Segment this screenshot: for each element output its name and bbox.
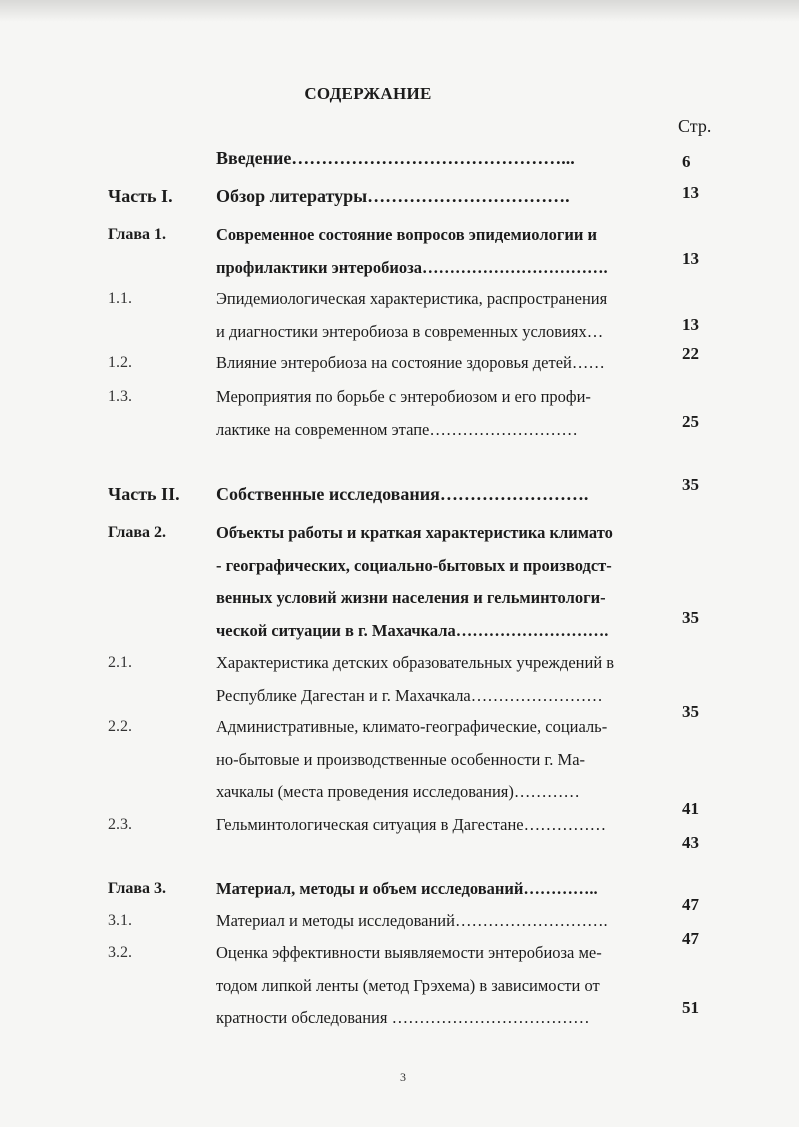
toc-entry-title: хачкалы (места проведения исследования)………… — [216, 782, 580, 801]
toc-entry-title: Материал и методы исследований………………………. — [216, 911, 608, 930]
toc-entry-title: Характеристика детских образовательных учреждений в — [216, 653, 615, 672]
toc-entry-title: Современное состояние вопросов эпидемиологии и — [216, 225, 597, 244]
toc-entry-title: Влияние энтеробиоза на состояние здоровья детей…… — [216, 353, 605, 372]
toc-entry-title: Оценка эффективности выявляемости энтеробиоза ме- — [216, 943, 602, 962]
toc-entry-title: и диагностики энтеробиоза в современных условиях… — [216, 321, 604, 341]
toc-entry-title: лактике на современном этапе……………………… — [216, 419, 578, 439]
toc-entry-label: 2.3. — [108, 816, 132, 833]
toc-entry-title: венных условий жизни населения и гельминтологи- — [216, 588, 606, 607]
toc-entry-title: Административные, климато-географические, социаль- — [216, 717, 608, 736]
toc-entry-title: Введение………………………………………... — [216, 148, 575, 168]
toc-entry-label: 2.2. — [108, 718, 132, 735]
toc-entry-label: Глава 1. — [108, 226, 166, 243]
toc-entry-page-number: 13 — [682, 249, 699, 268]
toc-entry-label: 3.1. — [108, 912, 132, 929]
toc-entry-title: - географических, социально-бытовых и производст- — [216, 555, 612, 575]
page-column-header: Стр. — [678, 116, 712, 136]
page-title: СОДЕРЖАНИЕ — [304, 84, 432, 103]
toc-entry-label: Часть I. — [108, 186, 173, 206]
toc-entry-title: кратности обследования ……………………………… — [216, 1008, 590, 1027]
toc-entry-label: 3.2. — [108, 944, 132, 961]
toc-entry-label: Глава 3. — [108, 880, 166, 897]
toc-entry-label: Глава 2. — [108, 524, 166, 541]
toc-entry-page-number: 22 — [682, 344, 699, 363]
toc-entry-page-number: 25 — [682, 412, 699, 431]
toc-entry-title: Собственные исследования……………………. — [216, 484, 589, 504]
toc-entry-title: тодом липкой ленты (метод Грэхема) в зависимости от — [216, 975, 600, 995]
toc-entry-page-number: 43 — [682, 833, 699, 852]
toc-entry-label: 2.1. — [108, 654, 132, 671]
toc-entry-label: 1.2. — [108, 354, 132, 371]
toc-entry-title: Объекты работы и краткая характеристика климато — [216, 523, 613, 542]
toc-entry-page-number: 35 — [682, 475, 699, 494]
toc-entry-page-number: 13 — [682, 315, 699, 334]
toc-entry-title: Республике Дагестан и г. Махачкала…………………… — [216, 685, 603, 705]
toc-entry-page-number: 47 — [682, 895, 699, 914]
toc-entry-page-number: 35 — [682, 608, 699, 627]
toc-entry-page-number: 6 — [682, 152, 691, 171]
toc-entry-title: Материал, методы и объем исследований………….. — [216, 879, 598, 898]
footer-page-number: 3 — [400, 1070, 406, 1084]
toc-entry-page-number: 35 — [682, 702, 699, 721]
toc-entry-title: но-бытовые и производственные особенности г. Ма- — [216, 749, 586, 769]
toc-entry-title: профилактики энтеробиоза……………………………. — [216, 257, 608, 277]
toc-entry-page-number: 41 — [682, 799, 699, 818]
scan-shadow — [0, 0, 799, 22]
toc-entry-title: ческой ситуации в г. Махачкала………………………. — [216, 620, 609, 640]
toc-entry-title: Эпидемиологическая характеристика, распространения — [216, 289, 608, 308]
toc-entry-title: Обзор литературы……………………………. — [216, 186, 570, 206]
toc-entry-label: 1.3. — [108, 388, 132, 405]
toc-entry-page-number: 47 — [682, 929, 699, 948]
toc-entry-page-number: 51 — [682, 998, 699, 1017]
toc-entry-title: Гельминтологическая ситуация в Дагестане…………… — [216, 815, 607, 834]
toc-entry-label: Часть II. — [108, 484, 180, 504]
toc-entry-label: 1.1. — [108, 290, 132, 307]
toc-entry-title: Мероприятия по борьбе с энтеробиозом и его профи- — [216, 387, 591, 406]
toc-entry-page-number: 13 — [682, 183, 699, 202]
